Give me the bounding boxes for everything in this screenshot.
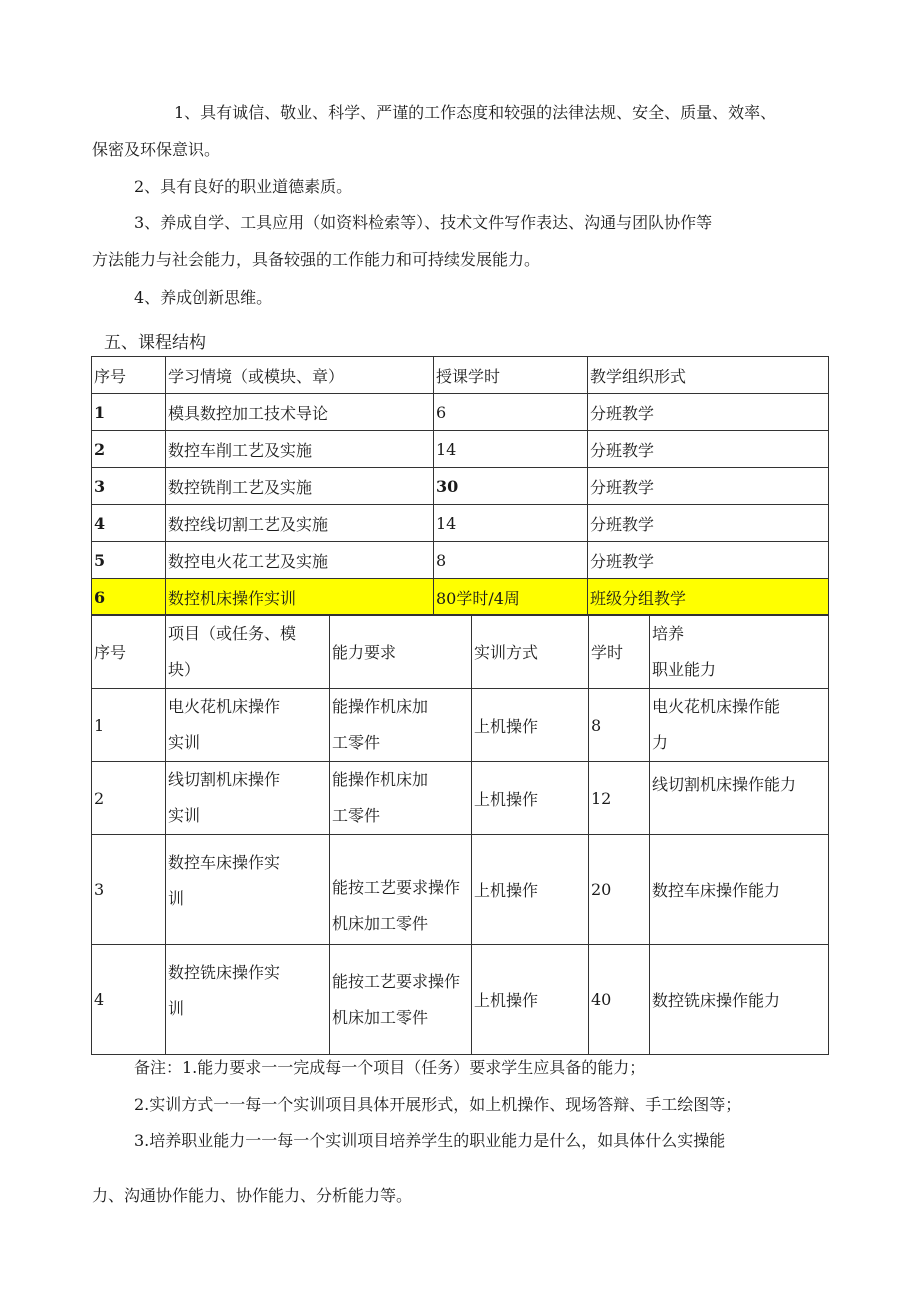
row-no: 3 [92, 835, 166, 945]
intro-p2: 2、具有良好的职业道德素质。 [134, 177, 353, 196]
ability-line2: 机床加工零件 [332, 914, 429, 933]
row-topic: 数控电火花工艺及实施 [166, 542, 434, 579]
training-header-no: 序号 [92, 615, 166, 689]
row-project [166, 835, 330, 945]
row-form: 分班教学 [588, 505, 829, 542]
row-topic: 数控车削工艺及实施 [166, 431, 434, 468]
row-project [166, 689, 330, 762]
row-hours: 6 [434, 394, 588, 431]
table-row [92, 689, 829, 762]
row-project [166, 945, 330, 1055]
ability-line2: 工零件 [332, 806, 381, 825]
table-row [92, 945, 829, 1055]
project-line1: 数控铣床操作实 [168, 963, 281, 982]
project-line2: 实训 [168, 806, 201, 825]
header-career-line1: 培养 [652, 623, 685, 643]
row-no: 3 [92, 468, 166, 505]
table-row [92, 468, 829, 505]
project-line1: 数控车床操作实 [168, 853, 281, 872]
header-topic: 学习情境（或模块、章） [166, 357, 434, 394]
table-row [92, 431, 829, 468]
row-method: 上机操作 [472, 835, 589, 945]
row-hours: 8 [589, 689, 650, 762]
row-no: 6 [92, 579, 166, 616]
row-career: 线切割机床操作能力 [650, 762, 829, 835]
ability-line2: 机床加工零件 [332, 1007, 429, 1027]
row-ability [330, 689, 472, 762]
intro-p1-line1: 1、具有诚信、敬业、科学、严谨的工作态度和较强的法律法规、安全、质量、效率、 [174, 103, 777, 122]
row-ability [330, 835, 472, 945]
section-title: 五、课程结构 [104, 333, 206, 353]
row-hours: 30 [434, 468, 588, 505]
row-topic: 数控铣削工艺及实施 [166, 468, 434, 505]
header-form: 教学组织形式 [588, 357, 829, 394]
header-hours: 授课学时 [434, 357, 588, 394]
row-form: 分班教学 [588, 468, 829, 505]
table-row-highlighted [92, 579, 829, 616]
header-project-line2: 块） [168, 659, 201, 679]
table-header-row [92, 357, 829, 394]
project-line1: 线切割机床操作 [168, 770, 281, 789]
row-form: 分班教学 [588, 394, 829, 431]
training-header-ability: 能力要求 [330, 615, 472, 689]
table-row [92, 542, 829, 579]
note-1: 备注：1.能力要求一一完成每一个项目（任务）要求学生应具备的能力； [134, 1058, 646, 1077]
note-3-line1: 3.培养职业能力一一每一个实训项目培养学生的职业能力是什么，如具体什么实操能 [134, 1131, 726, 1150]
ability-line1: 能操作机床加 [332, 697, 429, 716]
intro-p1-line2: 保密及环保意识。 [92, 140, 221, 159]
row-form: 分班教学 [588, 542, 829, 579]
row-career: 数控铣床操作能力 [650, 945, 829, 1055]
course-structure-table [91, 356, 829, 616]
row-form: 分班教学 [588, 431, 829, 468]
training-table [91, 614, 829, 1055]
row-hours: 12 [589, 762, 650, 835]
training-header-hours: 学时 [589, 615, 650, 689]
intro-p4: 4、养成创新思维。 [134, 288, 273, 307]
row-hours: 40 [589, 945, 650, 1055]
row-method: 上机操作 [472, 689, 589, 762]
intro-p3-line2: 方法能力与社会能力，具备较强的工作能力和可持续发展能力。 [92, 250, 541, 269]
row-hours: 14 [434, 431, 588, 468]
training-header-method: 实训方式 [472, 615, 589, 689]
career-line1: 电火花机床操作能 [652, 697, 781, 716]
row-no: 2 [92, 431, 166, 468]
row-topic: 数控线切割工艺及实施 [166, 505, 434, 542]
header-project-line1: 项目（或任务、模 [168, 623, 297, 643]
career-line2: 力 [652, 733, 669, 752]
row-career [650, 689, 829, 762]
ability-line1: 能按工艺要求操作 [332, 971, 461, 991]
table-row [92, 835, 829, 945]
row-no: 1 [92, 394, 166, 431]
header-no: 序号 [92, 357, 166, 394]
table-row [92, 762, 829, 835]
row-career: 数控车床操作能力 [650, 835, 829, 945]
intro-p3-line1: 3、养成自学、工具应用（如资料检索等）、技术文件写作表达、沟通与团队协作等 [134, 213, 713, 232]
row-method: 上机操作 [472, 762, 589, 835]
project-line1: 电火花机床操作 [168, 697, 281, 716]
project-line2: 训 [168, 889, 185, 908]
training-header-row [92, 615, 829, 689]
header-career-line2: 职业能力 [652, 659, 717, 679]
row-no: 1 [92, 689, 166, 762]
training-header-project [166, 615, 330, 689]
ability-line1: 能操作机床加 [332, 770, 429, 789]
row-hours: 8 [434, 542, 588, 579]
row-no: 2 [92, 762, 166, 835]
ability-line2: 工零件 [332, 733, 381, 752]
table-row [92, 505, 829, 542]
row-no: 4 [92, 505, 166, 542]
row-topic: 数控机床操作实训 [166, 579, 434, 616]
row-no: 5 [92, 542, 166, 579]
note-3-line2: 力、沟通协作能力、协作能力、分析能力等。 [92, 1186, 413, 1205]
row-ability [330, 762, 472, 835]
table-row [92, 394, 829, 431]
row-project [166, 762, 330, 835]
note-2: 2.实训方式一一每一个实训项目具体开展形式，如上机操作、现场答辩、手工绘图等； [134, 1095, 742, 1114]
training-header-career [650, 615, 829, 689]
row-hours: 20 [589, 835, 650, 945]
row-ability [330, 945, 472, 1055]
row-hours: 80学时/4周 [434, 579, 588, 616]
row-hours: 14 [434, 505, 588, 542]
project-line2: 训 [168, 999, 185, 1018]
project-line2: 实训 [168, 733, 201, 752]
row-method: 上机操作 [472, 945, 589, 1055]
row-topic: 模具数控加工技术导论 [166, 394, 434, 431]
row-no: 4 [92, 945, 166, 1055]
ability-line1: 能按工艺要求操作 [332, 878, 461, 897]
row-form: 班级分组教学 [588, 579, 829, 616]
